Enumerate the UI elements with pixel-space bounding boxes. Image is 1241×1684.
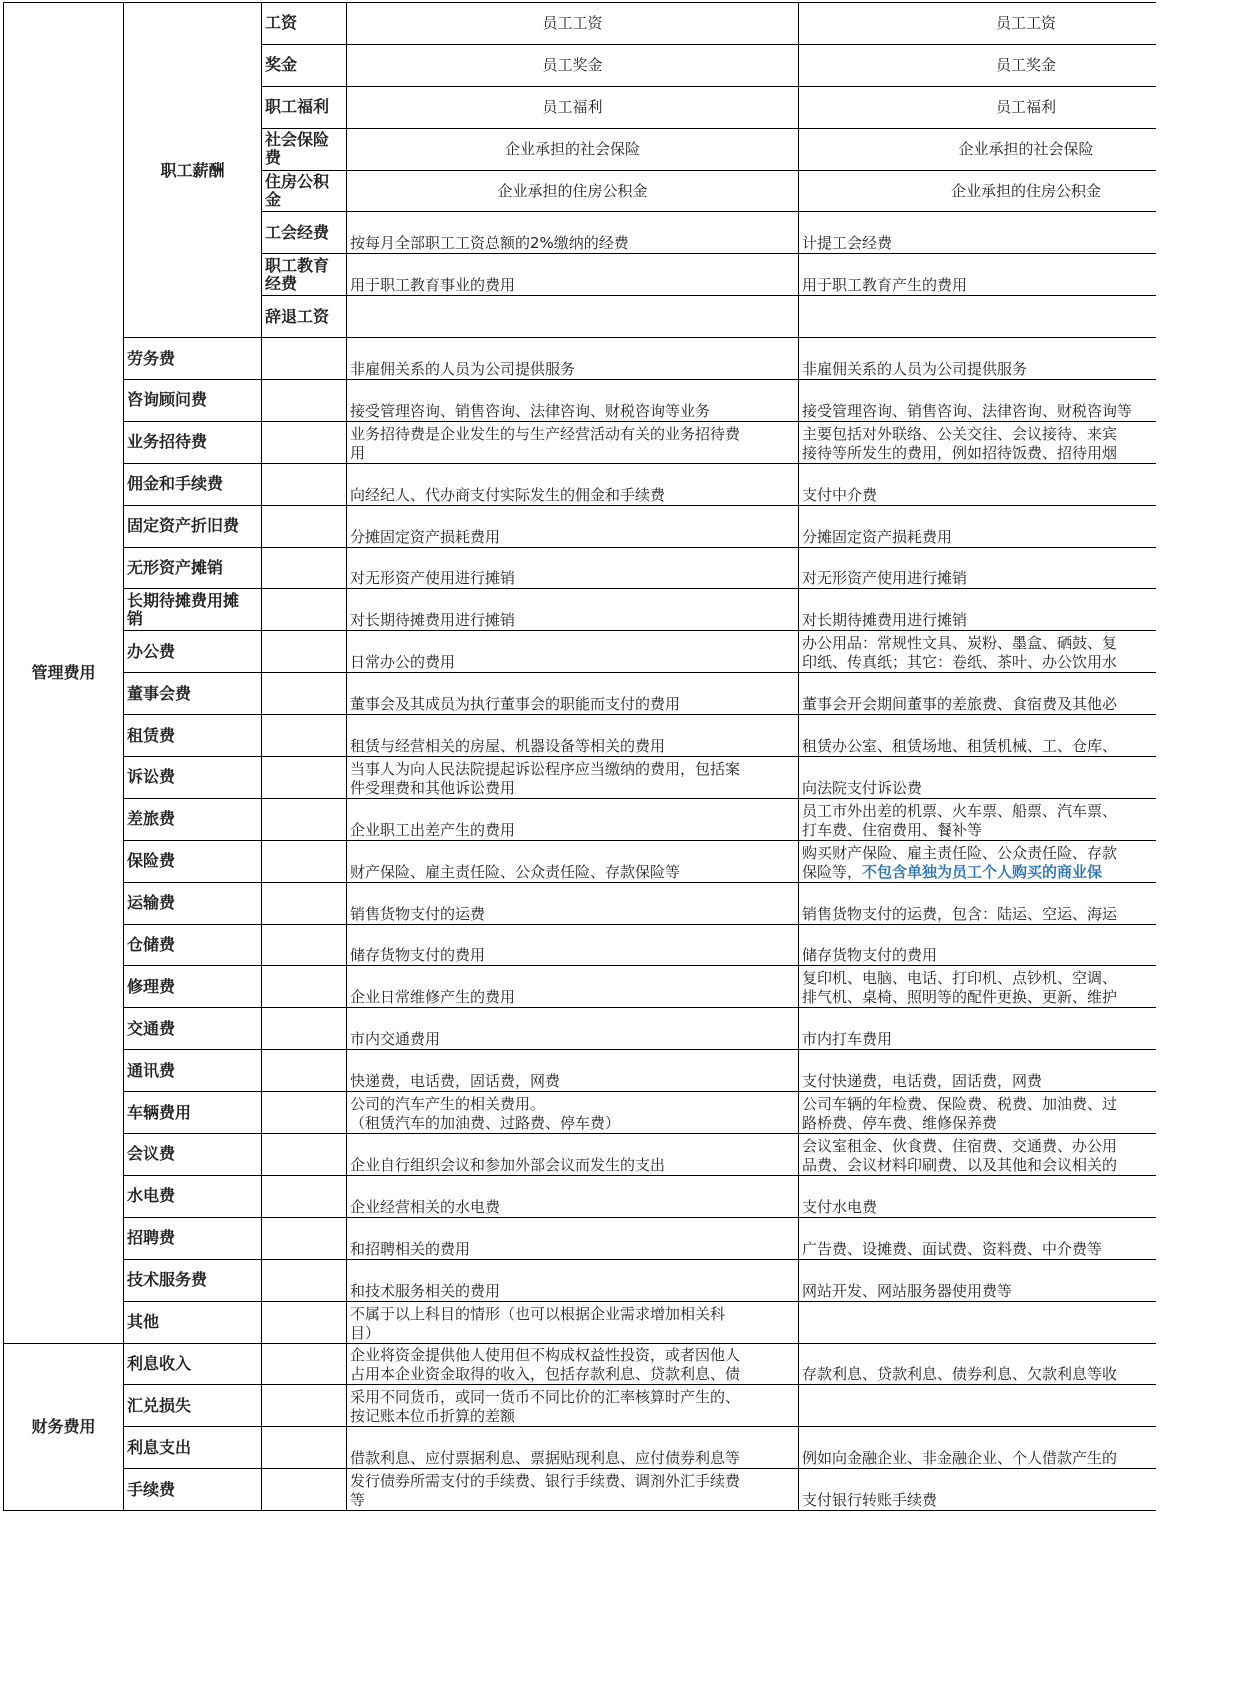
detail-cell: 购买财产保险、雇主责任险、公众责任险、存款 保险等，不包含单独为员工个人购买的商业保 (799, 840, 1157, 882)
item-label: 劳务费 (124, 338, 262, 380)
table-row (4, 1092, 1157, 1134)
description-cell: 快递费，电话费，固话费，网费 (347, 1050, 799, 1092)
item-label: 利息收入 (124, 1343, 262, 1385)
description-cell: 企业日常维修产生的费用 (347, 966, 799, 1008)
detail-cell: 企业承担的社会保险 (799, 128, 1157, 170)
empty-cell (262, 547, 347, 589)
table-row (4, 547, 1157, 589)
item-label: 诉讼费 (124, 757, 262, 799)
item-label: 修理费 (124, 966, 262, 1008)
empty-cell (262, 589, 347, 631)
item-label: 办公费 (124, 631, 262, 673)
description-cell: 租赁与经营相关的房屋、机器设备等相关的费用 (347, 715, 799, 757)
item-label: 通讯费 (124, 1050, 262, 1092)
description-cell: 董事会及其成员为执行董事会的职能而支付的费用 (347, 673, 799, 715)
table-row (4, 673, 1157, 715)
detail-cell: 会议室租金、伙食费、住宿费、交通费、办公用 品费、会议材料印刷费、以及其他和会议相关的 (799, 1134, 1157, 1176)
detail-cell: 网站开发、网站服务器使用费等 (799, 1259, 1157, 1301)
detail-cell: 员工工资 (799, 3, 1157, 45)
item-label: 无形资产摊销 (124, 547, 262, 589)
empty-cell (262, 1427, 347, 1469)
table-row (4, 1469, 1157, 1511)
empty-cell (262, 757, 347, 799)
empty-cell (262, 882, 347, 924)
detail-cell: 董事会开会期间董事的差旅费、食宿费及其他必 (799, 673, 1157, 715)
table-row (4, 421, 1157, 463)
table-row (4, 3, 1157, 45)
empty-cell (262, 966, 347, 1008)
empty-cell (262, 1134, 347, 1176)
description-cell: 储存货物支付的费用 (347, 924, 799, 966)
description-cell: 用于职工教育事业的费用 (347, 254, 799, 296)
empty-cell (262, 463, 347, 505)
table-row (4, 882, 1157, 924)
item-label: 辞退工资 (262, 296, 347, 338)
empty-cell (262, 1008, 347, 1050)
item-label: 差旅费 (124, 798, 262, 840)
item-label: 手续费 (124, 1469, 262, 1511)
table-row (4, 798, 1157, 840)
empty-cell (262, 715, 347, 757)
empty-cell (262, 380, 347, 422)
detail-cell: 广告费、设摊费、面试费、资料费、中介费等 (799, 1217, 1157, 1259)
detail-cell: 用于职工教育产生的费用 (799, 254, 1157, 296)
item-label: 运输费 (124, 882, 262, 924)
table-row (4, 380, 1157, 422)
empty-cell (262, 798, 347, 840)
table-row (4, 924, 1157, 966)
item-label: 汇兑损失 (124, 1385, 262, 1427)
description-cell: 销售货物支付的运费 (347, 882, 799, 924)
item-label: 住房公积 金 (262, 170, 347, 212)
description-cell: 当事人为向人民法院提起诉讼程序应当缴纳的费用，包括案 件受理费和其他诉讼费用 (347, 757, 799, 799)
detail-cell (799, 296, 1157, 338)
item-label: 业务招待费 (124, 421, 262, 463)
detail-cell: 办公用品：常规性文具、炭粉、墨盒、硒鼓、复 印纸、传真纸；其它：卷纸、茶叶、办公饮用水 (799, 631, 1157, 673)
item-label: 利息支出 (124, 1427, 262, 1469)
detail-cell: 企业承担的住房公积金 (799, 170, 1157, 212)
table-row (4, 1175, 1157, 1217)
item-label: 咨询顾问费 (124, 380, 262, 422)
detail-cell: 对无形资产使用进行摊销 (799, 547, 1157, 589)
detail-cell: 非雇佣关系的人员为公司提供服务 (799, 338, 1157, 380)
detail-cell: 对长期待摊费用进行摊销 (799, 589, 1157, 631)
description-cell: 财产保险、雇主责任险、公众责任险、存款保险等 (347, 840, 799, 882)
empty-cell (262, 631, 347, 673)
empty-cell (262, 1385, 347, 1427)
detail-cell: 例如向金融企业、非金融企业、个人借款产生的 (799, 1427, 1157, 1469)
highlight-note: 不包含单独为员工个人购买的商业保 (862, 862, 1103, 881)
description-cell: 企业职工出差产生的费用 (347, 798, 799, 840)
description-cell: 和技术服务相关的费用 (347, 1259, 799, 1301)
description-cell (347, 296, 799, 338)
table-row (4, 505, 1157, 547)
description-cell: 不属于以上科目的情形（也可以根据企业需求增加相关科 目） (347, 1301, 799, 1343)
detail-cell: 公司车辆的年检费、保险费、税费、加油费、过 路桥费、停车费、维修保养费 (799, 1092, 1157, 1134)
table-row (4, 1385, 1157, 1427)
detail-cell (799, 1301, 1157, 1343)
description-cell: 企业将资金提供他人使用但不构成权益性投资，或者因他人 占用本企业资金取得的收入，包括存款利息、贷款利息、债 (347, 1343, 799, 1385)
description-cell: 采用不同货币，或同一货币不同比价的汇率核算时产生的、 按记账本位币折算的差额 (347, 1385, 799, 1427)
detail-cell: 计提工会经费 (799, 212, 1157, 254)
detail-cell: 市内打车费用 (799, 1008, 1157, 1050)
item-label: 技术服务费 (124, 1259, 262, 1301)
detail-cell: 分摊固定资产损耗费用 (799, 505, 1157, 547)
table-row (4, 589, 1157, 631)
item-label: 固定资产折旧费 (124, 505, 262, 547)
detail-cell: 复印机、电脑、电话、打印机、点钞机、空调、 排气机、桌椅、照明等的配件更换、更新、维护 (799, 966, 1157, 1008)
description-cell: 对无形资产使用进行摊销 (347, 547, 799, 589)
item-label: 职工教育 经费 (262, 254, 347, 296)
table-row (4, 1427, 1157, 1469)
table-row (4, 757, 1157, 799)
detail-cell: 租赁办公室、租赁场地、租赁机械、工、仓库、 (799, 715, 1157, 757)
empty-cell (262, 1259, 347, 1301)
item-label: 工会经费 (262, 212, 347, 254)
table-row (4, 715, 1157, 757)
table-row (4, 1134, 1157, 1176)
detail-cell (799, 1385, 1157, 1427)
description-cell: 借款利息、应付票据利息、票据贴现利息、应付债券利息等 (347, 1427, 799, 1469)
detail-cell: 向法院支付诉讼费 (799, 757, 1157, 799)
detail-cell: 支付中介费 (799, 463, 1157, 505)
subcategory-salary: 职工薪酬 (124, 3, 262, 338)
item-label: 佣金和手续费 (124, 463, 262, 505)
description-cell: 业务招待费是企业发生的与生产经营活动有关的业务招待费 用 (347, 421, 799, 463)
item-label: 董事会费 (124, 673, 262, 715)
item-label: 职工福利 (262, 86, 347, 128)
empty-cell (262, 924, 347, 966)
detail-cell: 销售货物支付的运费，包含：陆运、空运、海运 (799, 882, 1157, 924)
description-cell: 日常办公的费用 (347, 631, 799, 673)
category-management: 管理费用 (4, 3, 124, 1344)
empty-cell (262, 1050, 347, 1092)
expense-table-container (3, 2, 1156, 1511)
table-row (4, 463, 1157, 505)
empty-cell (262, 1217, 347, 1259)
empty-cell (262, 505, 347, 547)
empty-cell (262, 1092, 347, 1134)
item-label: 社会保险 费 (262, 128, 347, 170)
item-label: 保险费 (124, 840, 262, 882)
item-label: 水电费 (124, 1175, 262, 1217)
empty-cell (262, 1301, 347, 1343)
table-row (4, 1050, 1157, 1092)
description-cell: 员工奖金 (347, 44, 799, 86)
detail-cell: 支付快递费，电话费，固话费，网费 (799, 1050, 1157, 1092)
category-finance: 财务费用 (4, 1343, 124, 1511)
empty-cell (262, 840, 347, 882)
description-cell: 市内交通费用 (347, 1008, 799, 1050)
empty-cell (262, 1469, 347, 1511)
description-cell: 分摊固定资产损耗费用 (347, 505, 799, 547)
description-cell: 对长期待摊费用进行摊销 (347, 589, 799, 631)
table-row (4, 1343, 1157, 1385)
item-label: 招聘费 (124, 1217, 262, 1259)
item-label: 车辆费用 (124, 1092, 262, 1134)
detail-cell: 接受管理咨询、销售咨询、法律咨询、财税咨询等 (799, 380, 1157, 422)
description-cell: 企业承担的社会保险 (347, 128, 799, 170)
item-label: 租赁费 (124, 715, 262, 757)
empty-cell (262, 673, 347, 715)
table-row (4, 840, 1157, 882)
detail-cell: 员工市外出差的机票、火车票、船票、汽车票、 打车费、住宿费用、餐补等 (799, 798, 1157, 840)
description-cell: 企业承担的住房公积金 (347, 170, 799, 212)
item-label: 会议费 (124, 1134, 262, 1176)
empty-cell (262, 421, 347, 463)
description-cell: 企业经营相关的水电费 (347, 1175, 799, 1217)
expense-table (3, 2, 1156, 1511)
table-row (4, 1008, 1157, 1050)
table-row (4, 1217, 1157, 1259)
table-row (4, 1301, 1157, 1343)
detail-cell: 员工奖金 (799, 44, 1157, 86)
description-cell: 企业自行组织会议和参加外部会议而发生的支出 (347, 1134, 799, 1176)
detail-cell: 支付水电费 (799, 1175, 1157, 1217)
item-label: 交通费 (124, 1008, 262, 1050)
description-cell: 和招聘相关的费用 (347, 1217, 799, 1259)
detail-cell: 存款利息、贷款利息、债券利息、欠款利息等收 (799, 1343, 1157, 1385)
table-row (4, 1259, 1157, 1301)
description-cell: 员工工资 (347, 3, 799, 45)
item-label: 奖金 (262, 44, 347, 86)
item-label: 长期待摊费用摊 销 (124, 589, 262, 631)
description-cell: 接受管理咨询、销售咨询、法律咨询、财税咨询等业务 (347, 380, 799, 422)
table-row (4, 631, 1157, 673)
item-label: 工资 (262, 3, 347, 45)
description-cell: 非雇佣关系的人员为公司提供服务 (347, 338, 799, 380)
detail-cell: 员工福利 (799, 86, 1157, 128)
description-cell: 按每月全部职工工资总额的2%缴纳的经费 (347, 212, 799, 254)
detail-cell: 主要包括对外联络、公关交往、会议接待、来宾 接待等所发生的费用，例如招待饭费、招待用烟 (799, 421, 1157, 463)
detail-cell: 储存货物支付的费用 (799, 924, 1157, 966)
empty-cell (262, 1343, 347, 1385)
item-label: 仓储费 (124, 924, 262, 966)
description-cell: 公司的汽车产生的相关费用。 （租赁汽车的加油费、过路费、停车费） (347, 1092, 799, 1134)
table-row (4, 966, 1157, 1008)
description-cell: 发行债券所需支付的手续费、银行手续费、调剂外汇手续费 等 (347, 1469, 799, 1511)
empty-cell (262, 1175, 347, 1217)
detail-cell: 支付银行转账手续费 (799, 1469, 1157, 1511)
table-row (4, 338, 1157, 380)
description-cell: 向经纪人、代办商支付实际发生的佣金和手续费 (347, 463, 799, 505)
item-label: 其他 (124, 1301, 262, 1343)
description-cell: 员工福利 (347, 86, 799, 128)
empty-cell (262, 338, 347, 380)
